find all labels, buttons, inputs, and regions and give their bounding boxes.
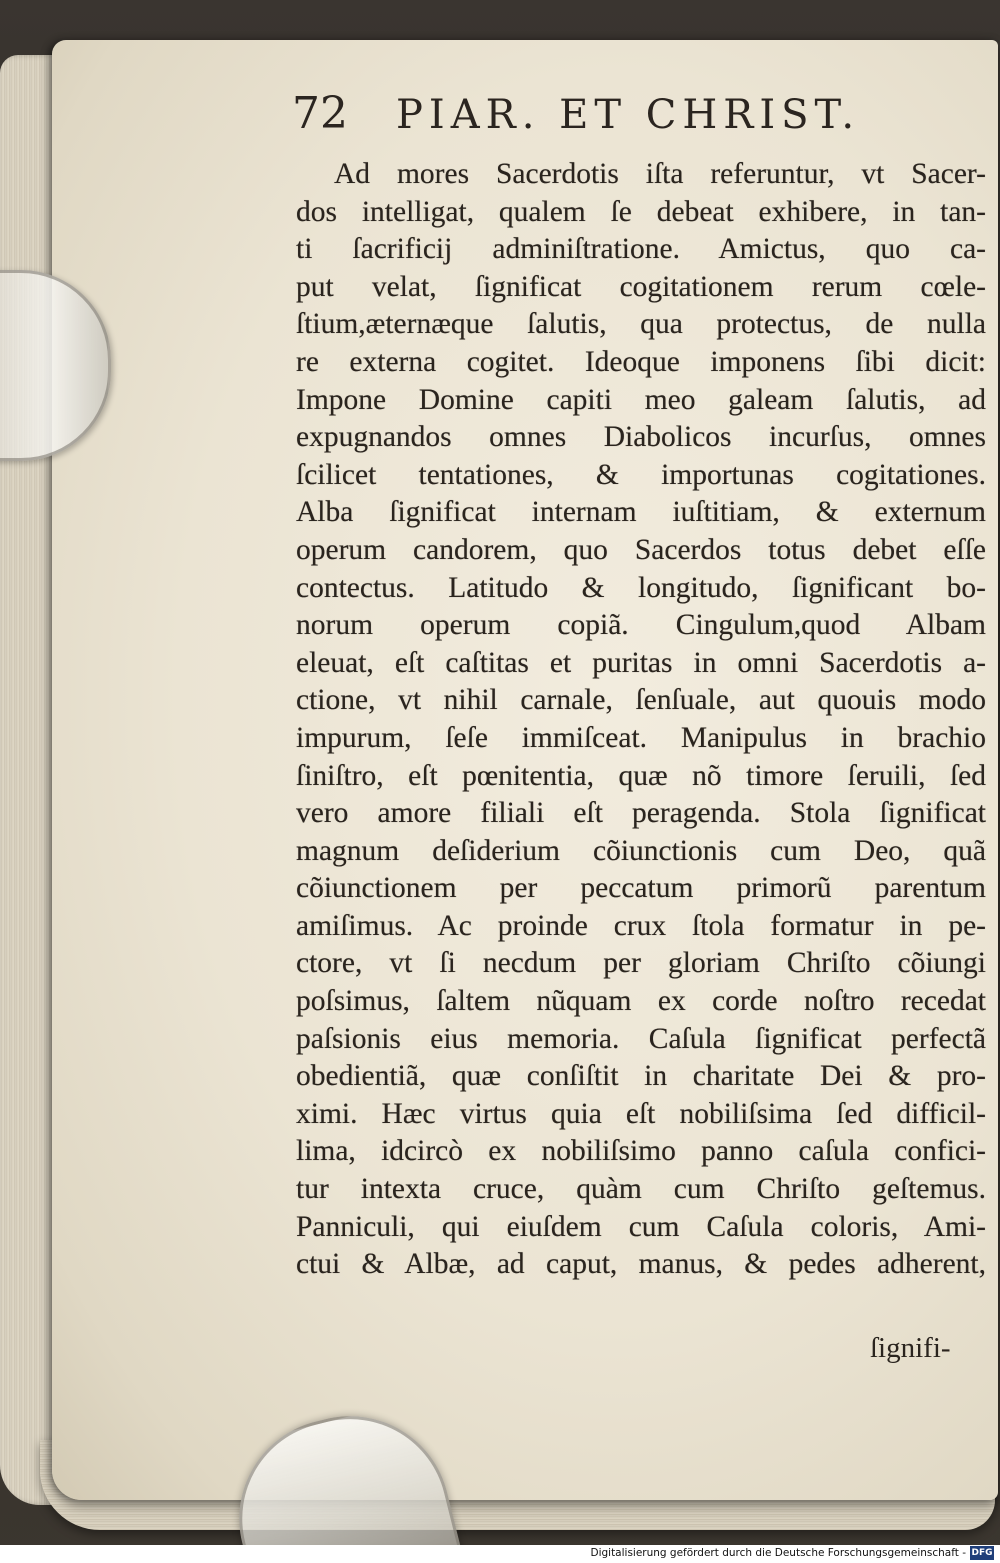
dfg-logo: DFG — [971, 1548, 993, 1558]
text-line: tur intexta cruce, quàm cum Chriſto geſtemus. — [296, 1173, 986, 1206]
text-line: re externa cogitet. Ideoque imponens ſibi dicit: — [296, 345, 986, 378]
text-line: put velat, ſignificat cogitationem rerum cœle- — [296, 270, 986, 303]
text-line: obedientiã, quæ conſiſtit in charitate Dei & pro- — [296, 1060, 986, 1093]
running-head-title: PIAR. ET CHRIST. — [396, 92, 861, 138]
funding-credit: Digitalisierung gefördert durch die Deutsche Forschungsgemeinschaft - — [590, 1547, 966, 1559]
text-line: operum candorem, quo Sacerdos totus debet eſſe — [296, 533, 986, 566]
text-line: expugnandos omnes Diabolicos incurſus, omnes — [296, 421, 986, 454]
catchword: ſignifi- — [870, 1332, 951, 1364]
text-line: Ad mores Sacerdotis iſta referuntur, vt Sacer- — [334, 158, 986, 190]
text-line: ti ſacrificij adminiſtratione. Amictus, quo ca- — [296, 233, 986, 266]
page-number: 72 — [292, 88, 348, 139]
text-line: magnum deſiderium cõiunctionis cum Deo, quã — [296, 834, 986, 867]
text-line: lima, idcircò ex nobiliſsimo panno caſula confici- — [296, 1135, 986, 1168]
text-line: ximi. Hæc virtus quia eſt nobiliſsima ſed difficil- — [296, 1097, 986, 1130]
text-line: Impone Domine capiti meo galeam ſalutis, ad — [296, 383, 986, 416]
text-line: ſcilicet tentationes, & importunas cogitationes. — [296, 458, 986, 491]
text-line: eleuat, eſt caſtitas et puritas in omni Sacerdotis a- — [296, 646, 986, 679]
text-line: vero amore filiali eſt peragenda. Stola ſignificat — [296, 797, 986, 830]
text-line: ctore, vt ſi necdum per gloriam Chriſto cõiungi — [296, 947, 986, 980]
text-line: ſtium,æternæque ſalutis, qua protectus, de nulla — [296, 308, 986, 341]
text-line: ctione, vt nihil carnale, ſenſuale, aut quouis modo — [296, 684, 986, 717]
running-header — [292, 88, 902, 139]
text-line: ſiniſtro, eſt pœnitentia, quæ nõ timore ſeruili, ſed — [296, 759, 986, 792]
text-line: Alba ſignificat internam iuſtitiam, & externum — [296, 496, 986, 529]
text-line: cõiunctionem per peccatum primorũ parentum — [296, 872, 986, 905]
text-line: contectus. Latitudo & longitudo, ſignificant bo- — [296, 571, 986, 604]
body-text — [296, 156, 986, 1284]
text-line: ctui & Albæ, ad caput, manus, & pedes adherent, — [296, 1248, 986, 1281]
text-line: impurum, ſeſe immiſceat. Manipulus in brachio — [296, 721, 986, 754]
text-line: paſsionis eius memoria. Caſula ſignificat perfectã — [296, 1022, 986, 1055]
text-line: dos intelligat, qualem ſe debeat exhibere, in tan- — [296, 195, 986, 228]
text-line: norum operum copiã. Cingulum,quod Albam — [296, 609, 986, 642]
text-line: amiſimus. Ac proinde crux ſtola formatur in pe- — [296, 909, 986, 942]
text-line: Panniculi, qui eiuſdem cum Caſula coloris, Ami- — [296, 1210, 986, 1243]
text-line: poſsimus, ſaltem nũquam ex corde noſtro recedat — [296, 985, 986, 1018]
